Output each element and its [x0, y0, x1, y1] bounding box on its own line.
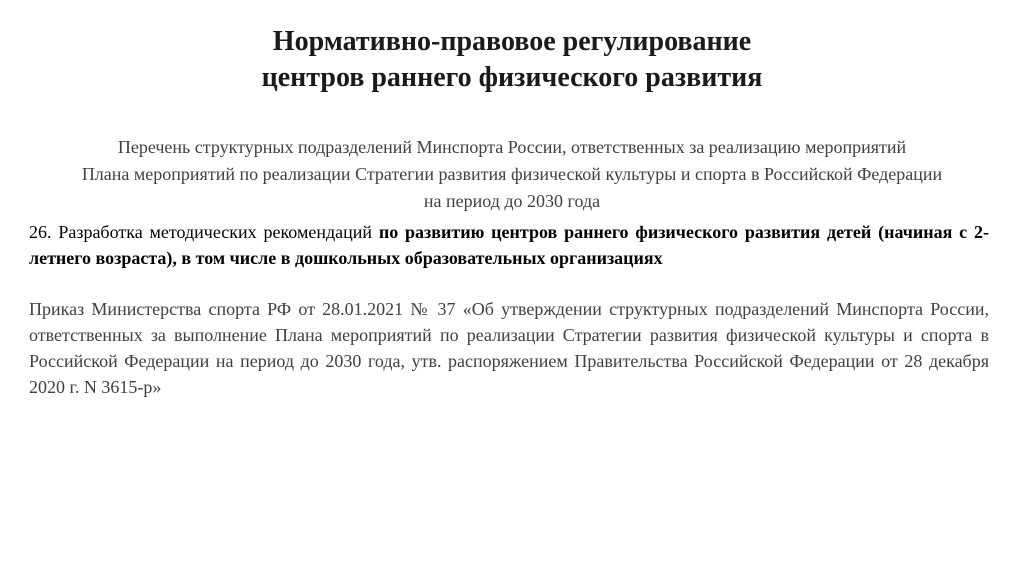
- slide-title: [0, 24, 1024, 96]
- plan-item-bold-text: по развитию центров раннего физического развития детей (начиная с 2-летнего возраста), в том числе в дошкольных образовательных организациях: [29, 222, 989, 268]
- slide-subtitle-line-1: Перечень структурных подразделений Минспорта России, ответственных за реализацию мероприятий: [117, 137, 907, 157]
- order-reference: Приказ Министерства спорта РФ от 28.01.2021 № 37 «Об утверждении структурных подразделений Минспорта России, ответственных за выполнение Плана мероприятий по реализации Стратегии развития физической культуры и спорта в Российской Федерации на период до 2030 года, утв. распоряжением Правительства Российской Федерации от 28 декабря 2020 г. N 3615-р»: [29, 299, 989, 397]
- slide-title-line-2: центров раннего физического развития: [261, 62, 763, 93]
- slide-subtitle-line-3: на период до 2030 года: [423, 191, 601, 211]
- slide-title-line-1: Нормативно-правовое регулирование: [272, 26, 752, 57]
- slide-subtitle: [0, 134, 1024, 215]
- plan-item-26: [29, 219, 989, 271]
- slide-subtitle-line-2: Плана мероприятий по реализации Стратегии развития физической культуры и спорта в Российской Федерации: [81, 164, 943, 184]
- plan-item-prefix: 26. Разработка методических рекомендаций: [29, 222, 379, 242]
